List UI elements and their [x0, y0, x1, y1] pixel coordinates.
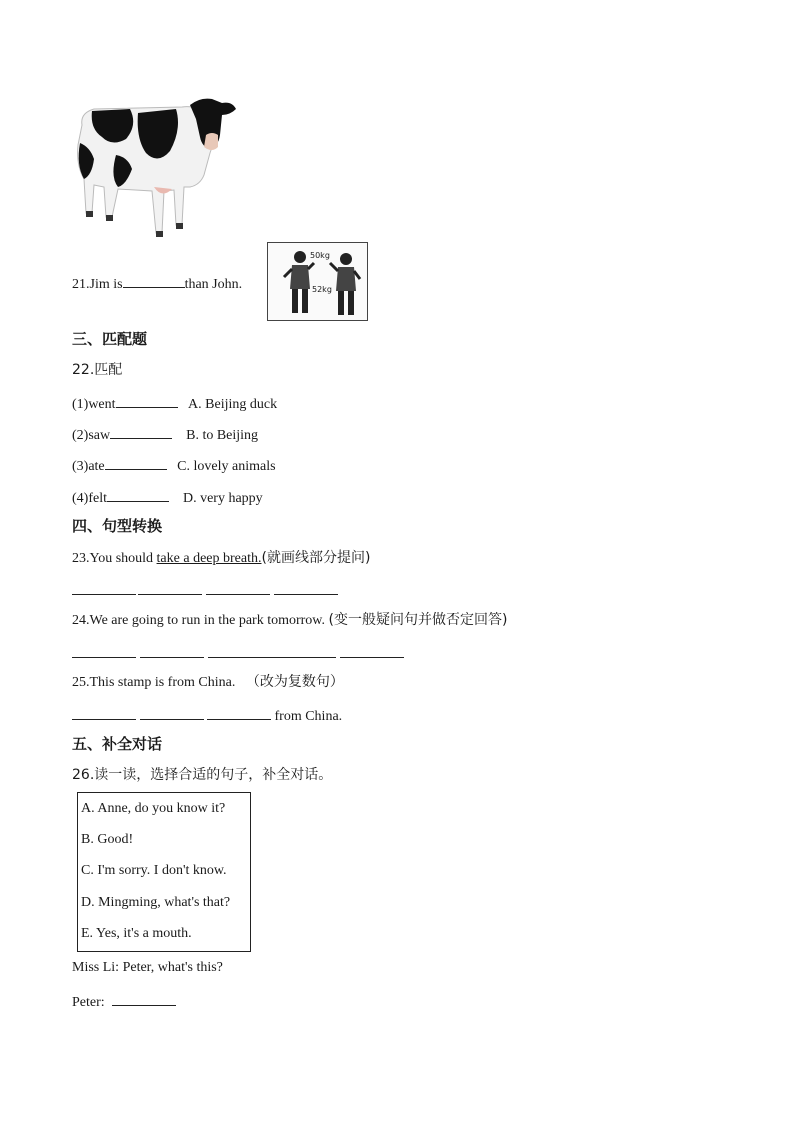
question-number: 21.	[72, 277, 90, 292]
option-e: E. Yes, it's a mouth.	[81, 926, 192, 941]
match-left: (1)went	[72, 397, 116, 412]
question-21	[72, 273, 242, 294]
question-text: 23.You should	[72, 551, 157, 566]
answer-blank[interactable]	[140, 705, 204, 720]
question-24	[72, 611, 507, 630]
dialog-line-2	[72, 991, 176, 1012]
match-row-2	[72, 424, 258, 445]
answer-blank[interactable]	[105, 455, 167, 470]
match-right: C. lovely animals	[177, 459, 276, 474]
answer-blank[interactable]	[274, 580, 338, 595]
cow-image	[72, 95, 237, 240]
answer-blank[interactable]	[110, 424, 172, 439]
option-b: B. Good!	[81, 832, 134, 847]
answer-blank[interactable]	[107, 487, 169, 502]
dialog-line-1: Miss Li: Peter, what's this?	[72, 960, 223, 975]
answer-line-24	[72, 643, 404, 663]
match-row-4	[72, 487, 263, 508]
question-text: 24.We are going to run in the park tomorrow.	[72, 613, 326, 628]
question-23	[72, 549, 370, 568]
question-text: 25.This stamp is from China.	[72, 675, 236, 690]
match-right: A. Beijing duck	[188, 397, 278, 412]
match-left: (4)felt	[72, 491, 107, 506]
match-left: (2)saw	[72, 428, 111, 443]
answer-blank[interactable]	[140, 643, 204, 658]
section-heading-4: 四、句型转换	[72, 517, 163, 535]
question-22-title: 22.匹配	[72, 362, 123, 378]
speaker: Peter:	[72, 995, 105, 1010]
answer-blank[interactable]	[72, 643, 136, 658]
answer-blank[interactable]	[123, 273, 185, 288]
answer-blank[interactable]	[138, 580, 202, 595]
answer-line-25	[72, 705, 342, 726]
answer-blank[interactable]	[340, 643, 404, 658]
answer-line-23	[72, 580, 338, 600]
match-left: (3)ate	[72, 459, 105, 474]
question-text: from China.	[274, 709, 343, 724]
question-text: than John.	[184, 277, 243, 292]
answer-blank[interactable]	[72, 705, 136, 720]
question-25	[72, 673, 344, 692]
option-c: C. I'm sorry. I don't know.	[81, 863, 227, 878]
option-a: A. Anne, do you know it?	[81, 801, 226, 816]
question-text: Jim is	[89, 277, 123, 292]
answer-blank[interactable]	[72, 580, 136, 595]
answer-blank[interactable]	[112, 991, 176, 1006]
underlined-phrase: take a deep breath.	[156, 551, 262, 566]
section-heading-5: 五、补全对话	[72, 735, 163, 753]
weight-label-50: 50kg	[310, 251, 330, 260]
section-heading-3: 三、匹配题	[72, 330, 148, 348]
option-d: D. Mingming, what's that?	[81, 895, 231, 910]
answer-blank[interactable]	[116, 393, 178, 408]
question-26-title: 26.读一读，选择合适的句子，补全对话。	[72, 767, 333, 783]
answer-blank[interactable]	[208, 643, 336, 658]
match-right: B. to Beijing	[186, 428, 259, 443]
instruction: （改为复数句）	[245, 674, 344, 690]
match-right: D. very happy	[182, 491, 263, 506]
match-row-1	[72, 393, 277, 414]
match-row-3	[72, 455, 276, 476]
instruction: (就画线部分提问)	[261, 550, 371, 566]
weight-label-52: 52kg	[312, 285, 332, 294]
answer-blank[interactable]	[206, 580, 270, 595]
answer-blank[interactable]	[207, 705, 271, 720]
kids-weight-image	[267, 242, 368, 321]
options-box	[77, 792, 251, 952]
instruction: (变一般疑问句并做否定回答)	[328, 612, 508, 628]
